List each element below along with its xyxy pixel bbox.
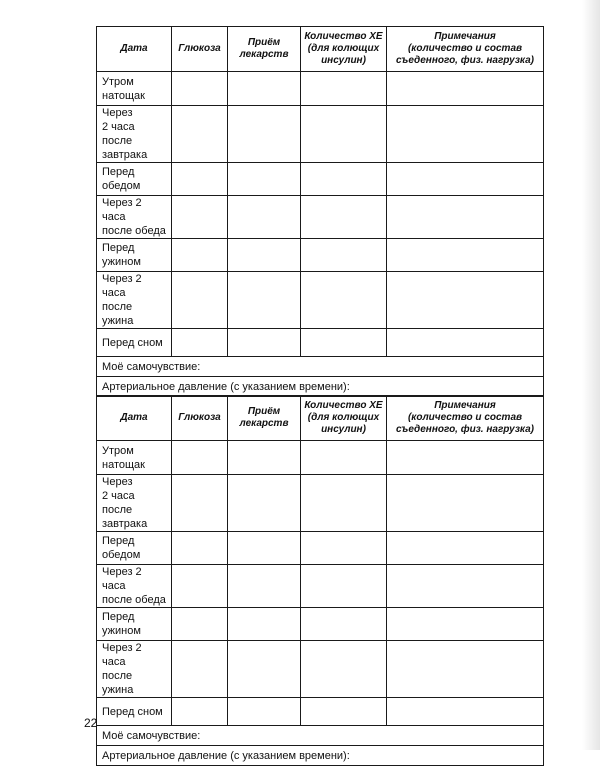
meds-cell[interactable] (228, 329, 301, 357)
diary-table-1 (96, 26, 544, 397)
xe-cell[interactable] (301, 329, 387, 357)
header-date: Дата (97, 396, 172, 441)
meds-cell[interactable] (228, 196, 301, 239)
wellbeing-field[interactable]: Моё самочувствие: (97, 357, 544, 377)
row-label: Перед сном (97, 329, 172, 357)
table-row (97, 106, 544, 163)
xe-cell[interactable] (301, 475, 387, 532)
notes-cell[interactable] (387, 532, 544, 565)
notes-cell[interactable] (387, 239, 544, 272)
row-label: Утром натощак (97, 441, 172, 475)
xe-cell[interactable] (301, 641, 387, 698)
row-label: Утром натощак (97, 72, 172, 106)
row-label: Перед обедом (97, 163, 172, 196)
meds-cell[interactable] (228, 72, 301, 106)
header-xe: Количество ХЕ (для колющих инсулин) (301, 27, 387, 72)
header-meds: Приём лекарств (228, 27, 301, 72)
meds-cell[interactable] (228, 565, 301, 608)
meds-cell[interactable] (228, 239, 301, 272)
table-row (97, 441, 544, 475)
table-row (97, 565, 544, 608)
glucose-cell[interactable] (172, 641, 228, 698)
xe-cell[interactable] (301, 239, 387, 272)
row-label: Через 2 часа после ужина (97, 641, 172, 698)
page-edge-shadow (582, 0, 600, 750)
xe-cell[interactable] (301, 163, 387, 196)
row-label: Перед обедом (97, 532, 172, 565)
xe-cell[interactable] (301, 565, 387, 608)
page-number: 22 (84, 716, 98, 730)
glucose-cell[interactable] (172, 196, 228, 239)
table-row (97, 698, 544, 726)
meds-cell[interactable] (228, 163, 301, 196)
xe-cell[interactable] (301, 72, 387, 106)
glucose-cell[interactable] (172, 329, 228, 357)
wellbeing-field[interactable]: Моё самочувствие: (97, 726, 544, 746)
notes-cell[interactable] (387, 329, 544, 357)
notes-cell[interactable] (387, 72, 544, 106)
notes-cell[interactable] (387, 698, 544, 726)
glucose-cell[interactable] (172, 163, 228, 196)
row-label: Через 2 часа после обеда (97, 565, 172, 608)
xe-cell[interactable] (301, 196, 387, 239)
notes-cell[interactable] (387, 441, 544, 475)
notes-cell[interactable] (387, 641, 544, 698)
header-date: Дата (97, 27, 172, 72)
notes-cell[interactable] (387, 106, 544, 163)
xe-cell[interactable] (301, 608, 387, 641)
glucose-cell[interactable] (172, 106, 228, 163)
header-xe: Количество ХЕ (для колющих инсулин) (301, 396, 387, 441)
meds-cell[interactable] (228, 641, 301, 698)
meds-cell[interactable] (228, 532, 301, 565)
table-row (97, 272, 544, 329)
glucose-cell[interactable] (172, 565, 228, 608)
xe-cell[interactable] (301, 272, 387, 329)
diary-table-2 (96, 395, 544, 766)
row-label: Через 2 часа после завтрака (97, 475, 172, 532)
table-row (97, 475, 544, 532)
meds-cell[interactable] (228, 441, 301, 475)
meds-cell[interactable] (228, 475, 301, 532)
glucose-cell[interactable] (172, 72, 228, 106)
glucose-cell[interactable] (172, 532, 228, 565)
notes-cell[interactable] (387, 272, 544, 329)
blood-pressure-field[interactable]: Артериальное давление (с указанием времени): (97, 746, 544, 766)
row-label: Перед сном (97, 698, 172, 726)
table-row (97, 239, 544, 272)
table-row (97, 608, 544, 641)
header-notes: Примечания (количество и состав съеденного, физ. нагрузка) (387, 396, 544, 441)
table-row (97, 329, 544, 357)
header-notes: Примечания (количество и состав съеденного, физ. нагрузка) (387, 27, 544, 72)
meds-cell[interactable] (228, 106, 301, 163)
notes-cell[interactable] (387, 196, 544, 239)
glucose-cell[interactable] (172, 239, 228, 272)
table-row (97, 641, 544, 698)
table-row (97, 163, 544, 196)
row-label: Перед ужином (97, 239, 172, 272)
xe-cell[interactable] (301, 698, 387, 726)
meds-cell[interactable] (228, 698, 301, 726)
notes-cell[interactable] (387, 565, 544, 608)
row-label: Через 2 часа после завтрака (97, 106, 172, 163)
xe-cell[interactable] (301, 106, 387, 163)
row-label: Перед ужином (97, 608, 172, 641)
header-glucose: Глюкоза (172, 396, 228, 441)
xe-cell[interactable] (301, 441, 387, 475)
table-row (97, 532, 544, 565)
glucose-cell[interactable] (172, 475, 228, 532)
glucose-cell[interactable] (172, 441, 228, 475)
notes-cell[interactable] (387, 608, 544, 641)
notes-cell[interactable] (387, 163, 544, 196)
glucose-cell[interactable] (172, 698, 228, 726)
header-glucose: Глюкоза (172, 27, 228, 72)
row-label: Через 2 часа после ужина (97, 272, 172, 329)
row-label: Через 2 часа после обеда (97, 196, 172, 239)
glucose-cell[interactable] (172, 608, 228, 641)
blood-pressure-field[interactable]: Артериальное давление (с указанием времени): (97, 377, 544, 397)
table-row (97, 196, 544, 239)
table-row (97, 72, 544, 106)
glucose-cell[interactable] (172, 272, 228, 329)
meds-cell[interactable] (228, 272, 301, 329)
xe-cell[interactable] (301, 532, 387, 565)
meds-cell[interactable] (228, 608, 301, 641)
notes-cell[interactable] (387, 475, 544, 532)
header-meds: Приём лекарств (228, 396, 301, 441)
